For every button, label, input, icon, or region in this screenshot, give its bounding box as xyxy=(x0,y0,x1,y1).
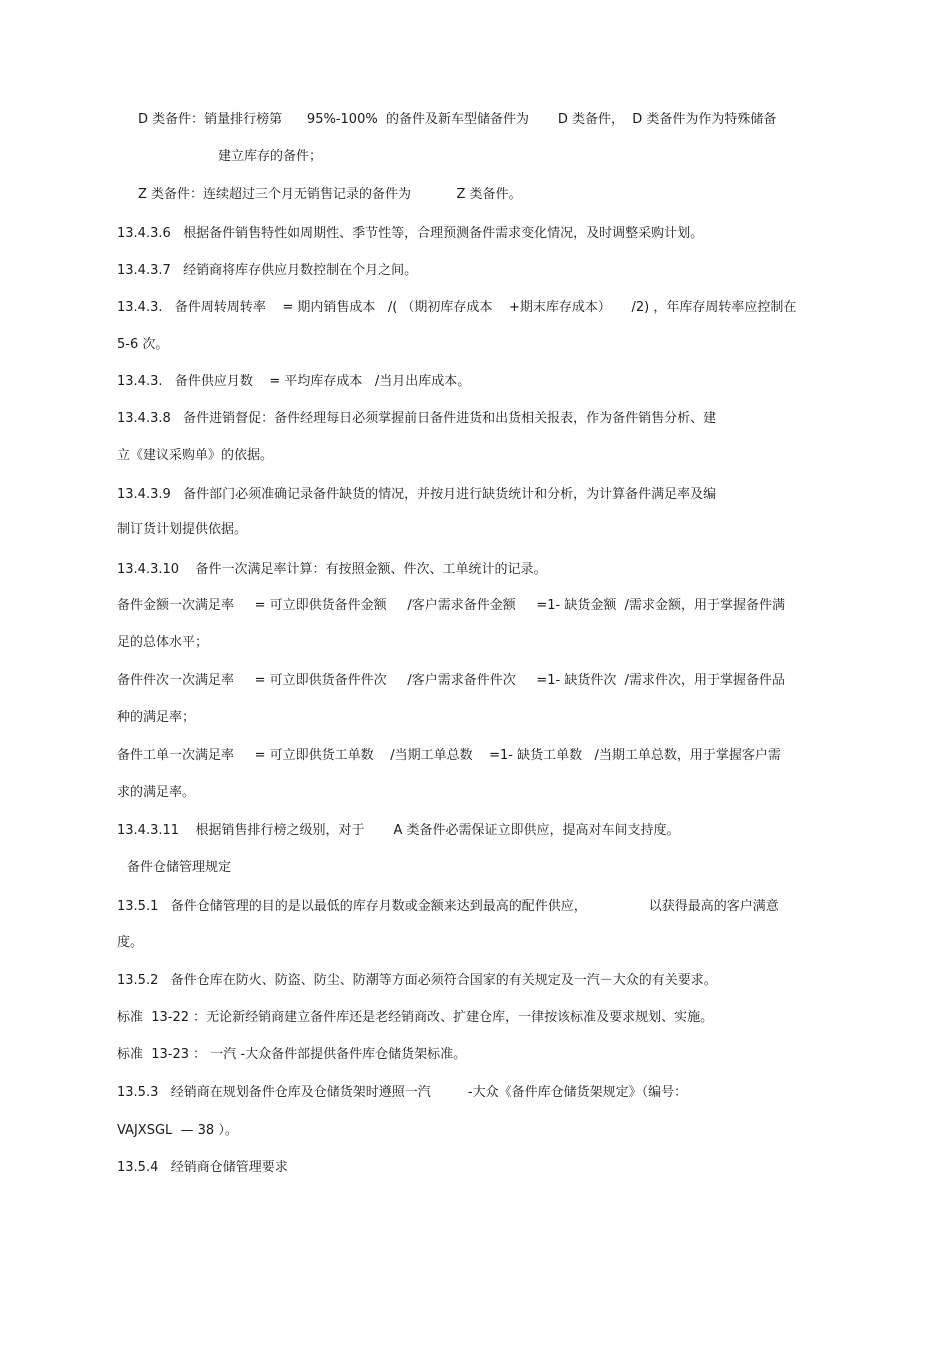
text-line: 13.5.2 备件仓库在防火、防盗、防尘、防潮等方面必须符合国家的有关规定及一汽－大众的有关要求。 xyxy=(117,973,717,988)
text-line: 5-6 次。 xyxy=(117,337,169,352)
text-line: 种的满足率； xyxy=(117,710,196,725)
text-line: Z 类备件：连续超过三个月无销售记录的备件为 Z 类备件。 xyxy=(138,187,522,202)
section-heading: 备件仓储管理规定 xyxy=(127,860,232,875)
text-line: 13.4.3.8 备件进销督促：备件经理每日必须掌握前日备件进货和出货相关报表，作为备件销售分析、建 xyxy=(117,411,717,426)
text-line: 13.4.3.11 根据销售排行榜之级别，对于 A 类备件必需保证立即供应，提高对车间支持度。 xyxy=(117,823,680,838)
text-line: 度。 xyxy=(117,935,144,950)
text-line: 求的满足率。 xyxy=(117,785,196,800)
text-line: 建立库存的备件； xyxy=(218,149,323,164)
text-line: 13.4.3. 备件周转周转率 = 期内销售成本 /( （期初库存成本 +期末库存成本） /2) ，年库存周转率应控制在 xyxy=(117,300,797,315)
text-line: 13.5.4 经销商仓储管理要求 xyxy=(117,1160,288,1175)
text-line: 13.4.3.10 备件一次满足率计算：有按照金额、件次、工单统计的记录。 xyxy=(117,562,547,577)
text-line: 备件件次一次满足率 = 可立即供货备件件次 /客户需求备件件次 =1- 缺货件次 /需求件次，用于掌握备件品 xyxy=(117,673,786,688)
text-line: VAJXSGL — 38 ）。 xyxy=(117,1123,238,1138)
text-line: 13.4.3. 备件供应月数 = 平均库存成本 /当月出库成本。 xyxy=(117,374,471,389)
text-line: 13.4.3.6 根据备件销售特性如周期性、季节性等，合理预测备件需求变化情况，及时调整采购计划。 xyxy=(117,226,704,241)
text-line: 足的总体水平； xyxy=(117,635,209,650)
text-line: 备件工单一次满足率 = 可立即供货工单数 /当期工单总数 =1- 缺货工单数 /当期工单总数，用于掌握客户需 xyxy=(117,748,781,763)
text-line: D 类备件：销量排行榜第 95%-100% 的备件及新车型储备件为 D 类备件， D 类备件为作为特殊储备 xyxy=(138,112,777,127)
text-line: 备件金额一次满足率 = 可立即供货备件金额 /客户需求备件金额 =1- 缺货金额 /需求金额，用于掌握备件满 xyxy=(117,598,786,613)
text-line: 立《建议采购单》的依据。 xyxy=(117,448,274,463)
text-line: 制订货计划提供依据。 xyxy=(117,522,248,537)
text-line: 13.4.3.7 经销商将库存供应月数控制在个月之间。 xyxy=(117,263,418,278)
text-line: 13.5.3 经销商在规划备件仓库及仓储货架时遵照一汽 -大众《备件库仓储货架规定》（编号： xyxy=(117,1085,688,1100)
text-line: 13.5.1 备件仓储管理的目的是以最低的库存月数或金额来达到最高的配件供应， 以获得最高的客户满意 xyxy=(117,899,779,914)
text-line: 标准 13-23 ： 一汽 -大众备件部提供备件库仓储货架标准。 xyxy=(117,1047,467,1062)
text-line: 13.4.3.9 备件部门必须准确记录备件缺货的情况，并按月进行缺货统计和分析，为计算备件满足率及编 xyxy=(117,487,717,502)
text-line: 标准 13-22 ：无论新经销商建立备件库还是老经销商改、扩建仓库，一律按该标准及要求规划、实施。 xyxy=(117,1010,714,1025)
